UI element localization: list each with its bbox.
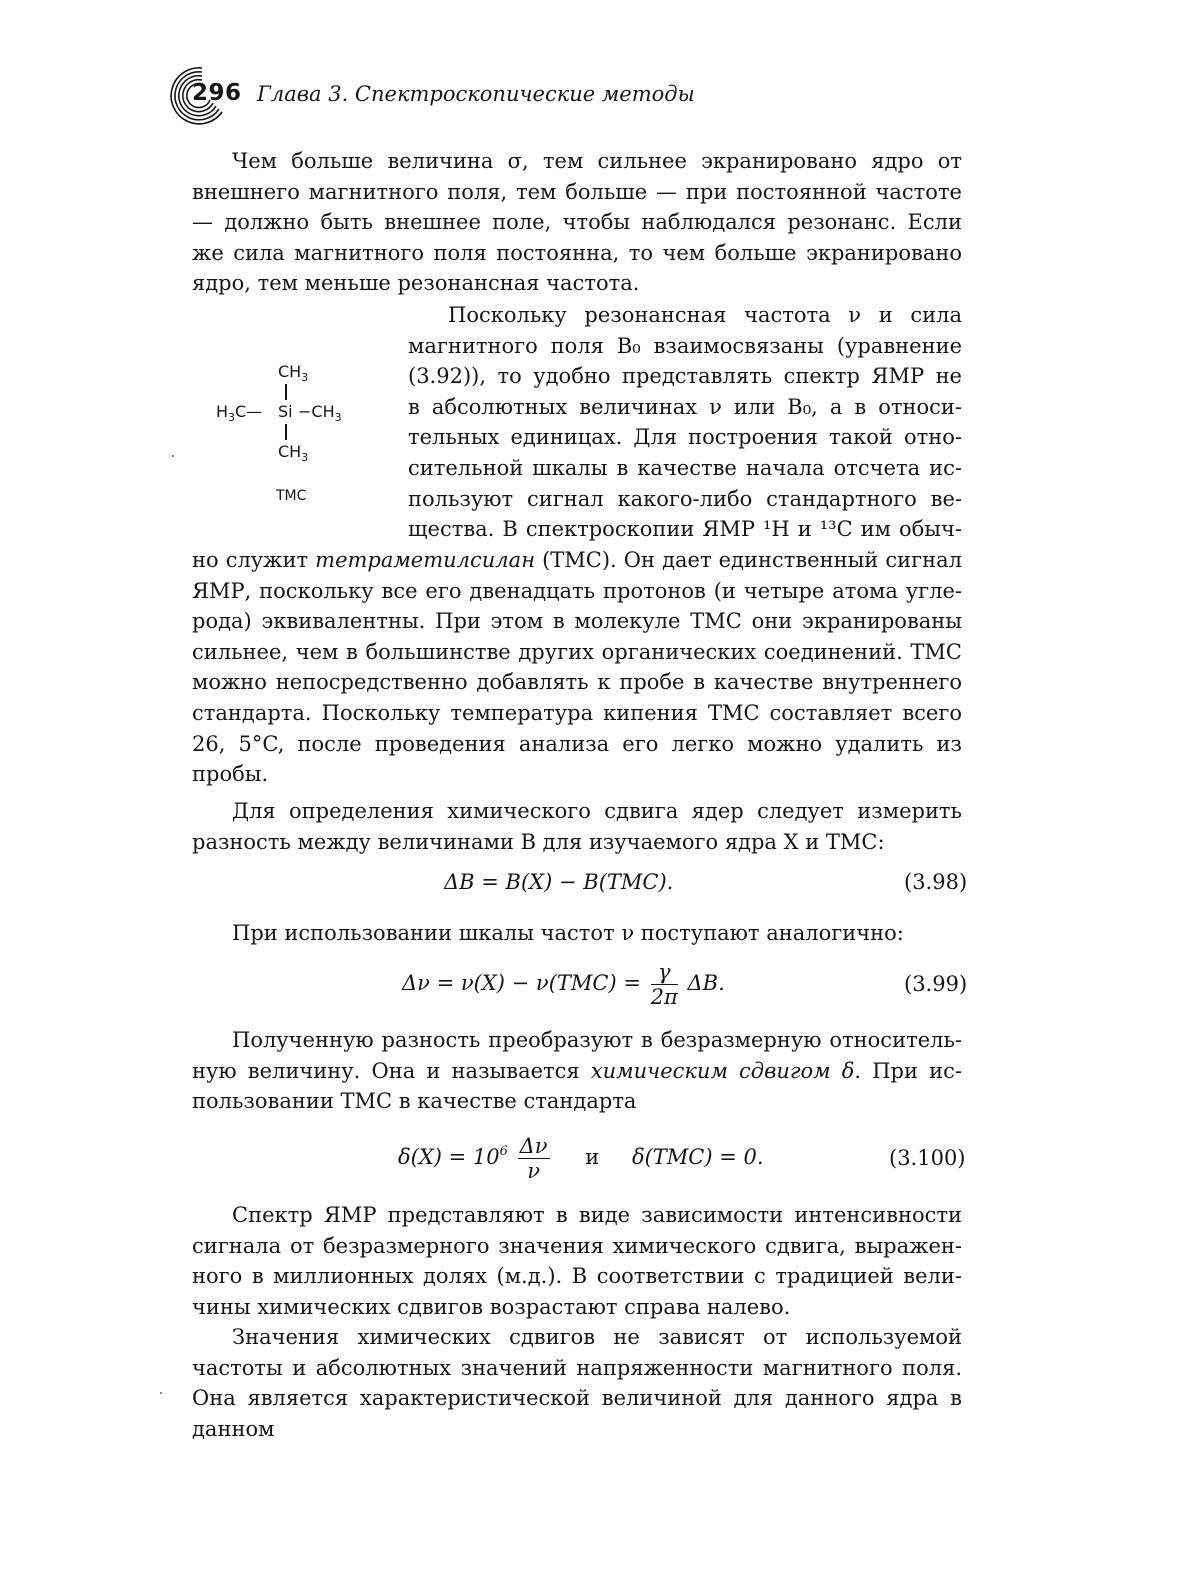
paragraph-3: Для определения химического сдвига ядер следует измерить разность между величинами B для изучаемого ядра X и ТМС: — [192, 799, 962, 854]
bond-top — [285, 384, 287, 400]
methyl-top: $CH_3$ — [278, 362, 309, 385]
tms-label: TMC — [276, 488, 307, 504]
wrap-line-8: щества. В спектроскопии ЯМР ¹H и ¹³C им обыч- — [408, 517, 962, 542]
fraction-delta-nu-over-nu: $\frac{\Delta\nu}{\nu}$ — [519, 1134, 548, 1183]
fraction-gamma-2pi: $\frac{\gamma}{2\pi}$ — [650, 960, 678, 1009]
equation-3-100-number: (3.100) — [889, 1146, 966, 1170]
wrap-line-3: (3.92)), то удобно представлять спектр ЯМР не — [408, 364, 962, 389]
wrap-line-5: тельных единицах. Для построения такой отно- — [408, 425, 962, 450]
equation-3-100: $\delta(X) = 10^6$ $\frac{\Delta\nu}{\nu}$ и δ(TMC) = 0. — [398, 1134, 764, 1183]
paragraph-2-cont: но служит тетраметилсилан (ТМС). Он дает единственный сигнал ЯМР, поскольку все его двенадцать протонов (и четыре атома углерода) эквивалентны. При этом в молекуле ТМС они экранированы сильнее, чем в большинстве других органических соединений. ТМС можно непосредственно добавлять к пробе в качестве внутреннего стандарта. Поскольку температура кипения ТМС составляет всего 26, 5°C, после проведения анализа его легко можно удалить из пробы. — [192, 548, 962, 787]
scan-speck — [172, 455, 174, 457]
paragraph-2-cont-block — [192, 545, 962, 790]
paragraph-5-block — [192, 1025, 962, 1117]
term-chemical-shift: химическим сдвигом δ — [590, 1058, 855, 1083]
paragraph-4-block — [192, 918, 962, 949]
wrap-line-2: магнитного поля B₀ взаимосвязаны (уравнение — [408, 333, 962, 358]
wrap-line-7: пользуют сигнал какого-либо стандартного ве- — [408, 486, 962, 511]
term-tetramethylsilane: тетраметилсилан — [315, 548, 536, 572]
paragraph-5: Полученную разность преобразуют в безразмерную относительную величину. Она и называется химическим сдвигом δ. При использовании ТМС в качестве стандарта — [192, 1028, 962, 1114]
methyl-right: $-CH_3$ — [298, 402, 342, 425]
wrap-line-1: Поскольку резонансная частота ν и сила — [448, 303, 962, 327]
paragraph-2-wrapped — [408, 300, 962, 545]
paragraph-1-block — [192, 146, 962, 299]
paragraph-6-block — [192, 1200, 962, 1322]
bond-bottom — [285, 424, 287, 440]
paragraph-6: Спектр ЯМР представляют в виде зависимости интенсивности сигнала от безразмерного значения химического сдвига, выраженного в миллионных долях (м.д.). В соответствии с традицией величины химических сдвигов возрастают справа налево. — [192, 1203, 962, 1319]
equation-3-99-number: (3.99) — [904, 972, 968, 996]
methyl-left: $H_3C—$ — [216, 402, 263, 425]
scan-speck — [160, 1392, 162, 1394]
page-number: 296 — [192, 80, 242, 106]
paragraph-7: Значения химических сдвигов не зависят от используемой частоты и абсолютных значений напряженности магнитного поля. Она является характеристической величиной для данного ядра в данном — [192, 1325, 962, 1441]
equation-3-98: ΔB = B(X) − B(TMC). — [444, 870, 674, 894]
wrap-line-4: в абсолютных величинах ν или B₀, а в относи- — [408, 394, 962, 419]
equation-3-99: Δν = ν(X) − ν(TMC) = $\frac{\gamma}{2\pi}$ ΔB. — [402, 960, 725, 1009]
silicon-atom: Si — [278, 402, 293, 421]
paragraph-7-block — [192, 1322, 962, 1444]
running-title: Глава 3. Спектроскопические методы — [257, 82, 695, 106]
paragraph-4: При использовании шкалы частот ν поступают аналогично: — [232, 921, 904, 945]
paragraph-3-block — [192, 796, 962, 857]
methyl-bottom: $CH_3$ — [278, 442, 309, 465]
wrap-line-6: сительной шкалы в качестве начала отсчета ис- — [408, 455, 962, 480]
paragraph-1: Чем больше величина σ, тем сильнее экранировано ядро от внешнего магнитного поля, тем больше — при постоянной частоте — должно быть внешнее поле, чтобы наблюдался резонанс. Если же сила магнитного поля постоянна, то чем больше экранировано ядро, тем меньше резонансная частота. — [192, 149, 962, 296]
equation-3-98-number: (3.98) — [904, 870, 968, 894]
